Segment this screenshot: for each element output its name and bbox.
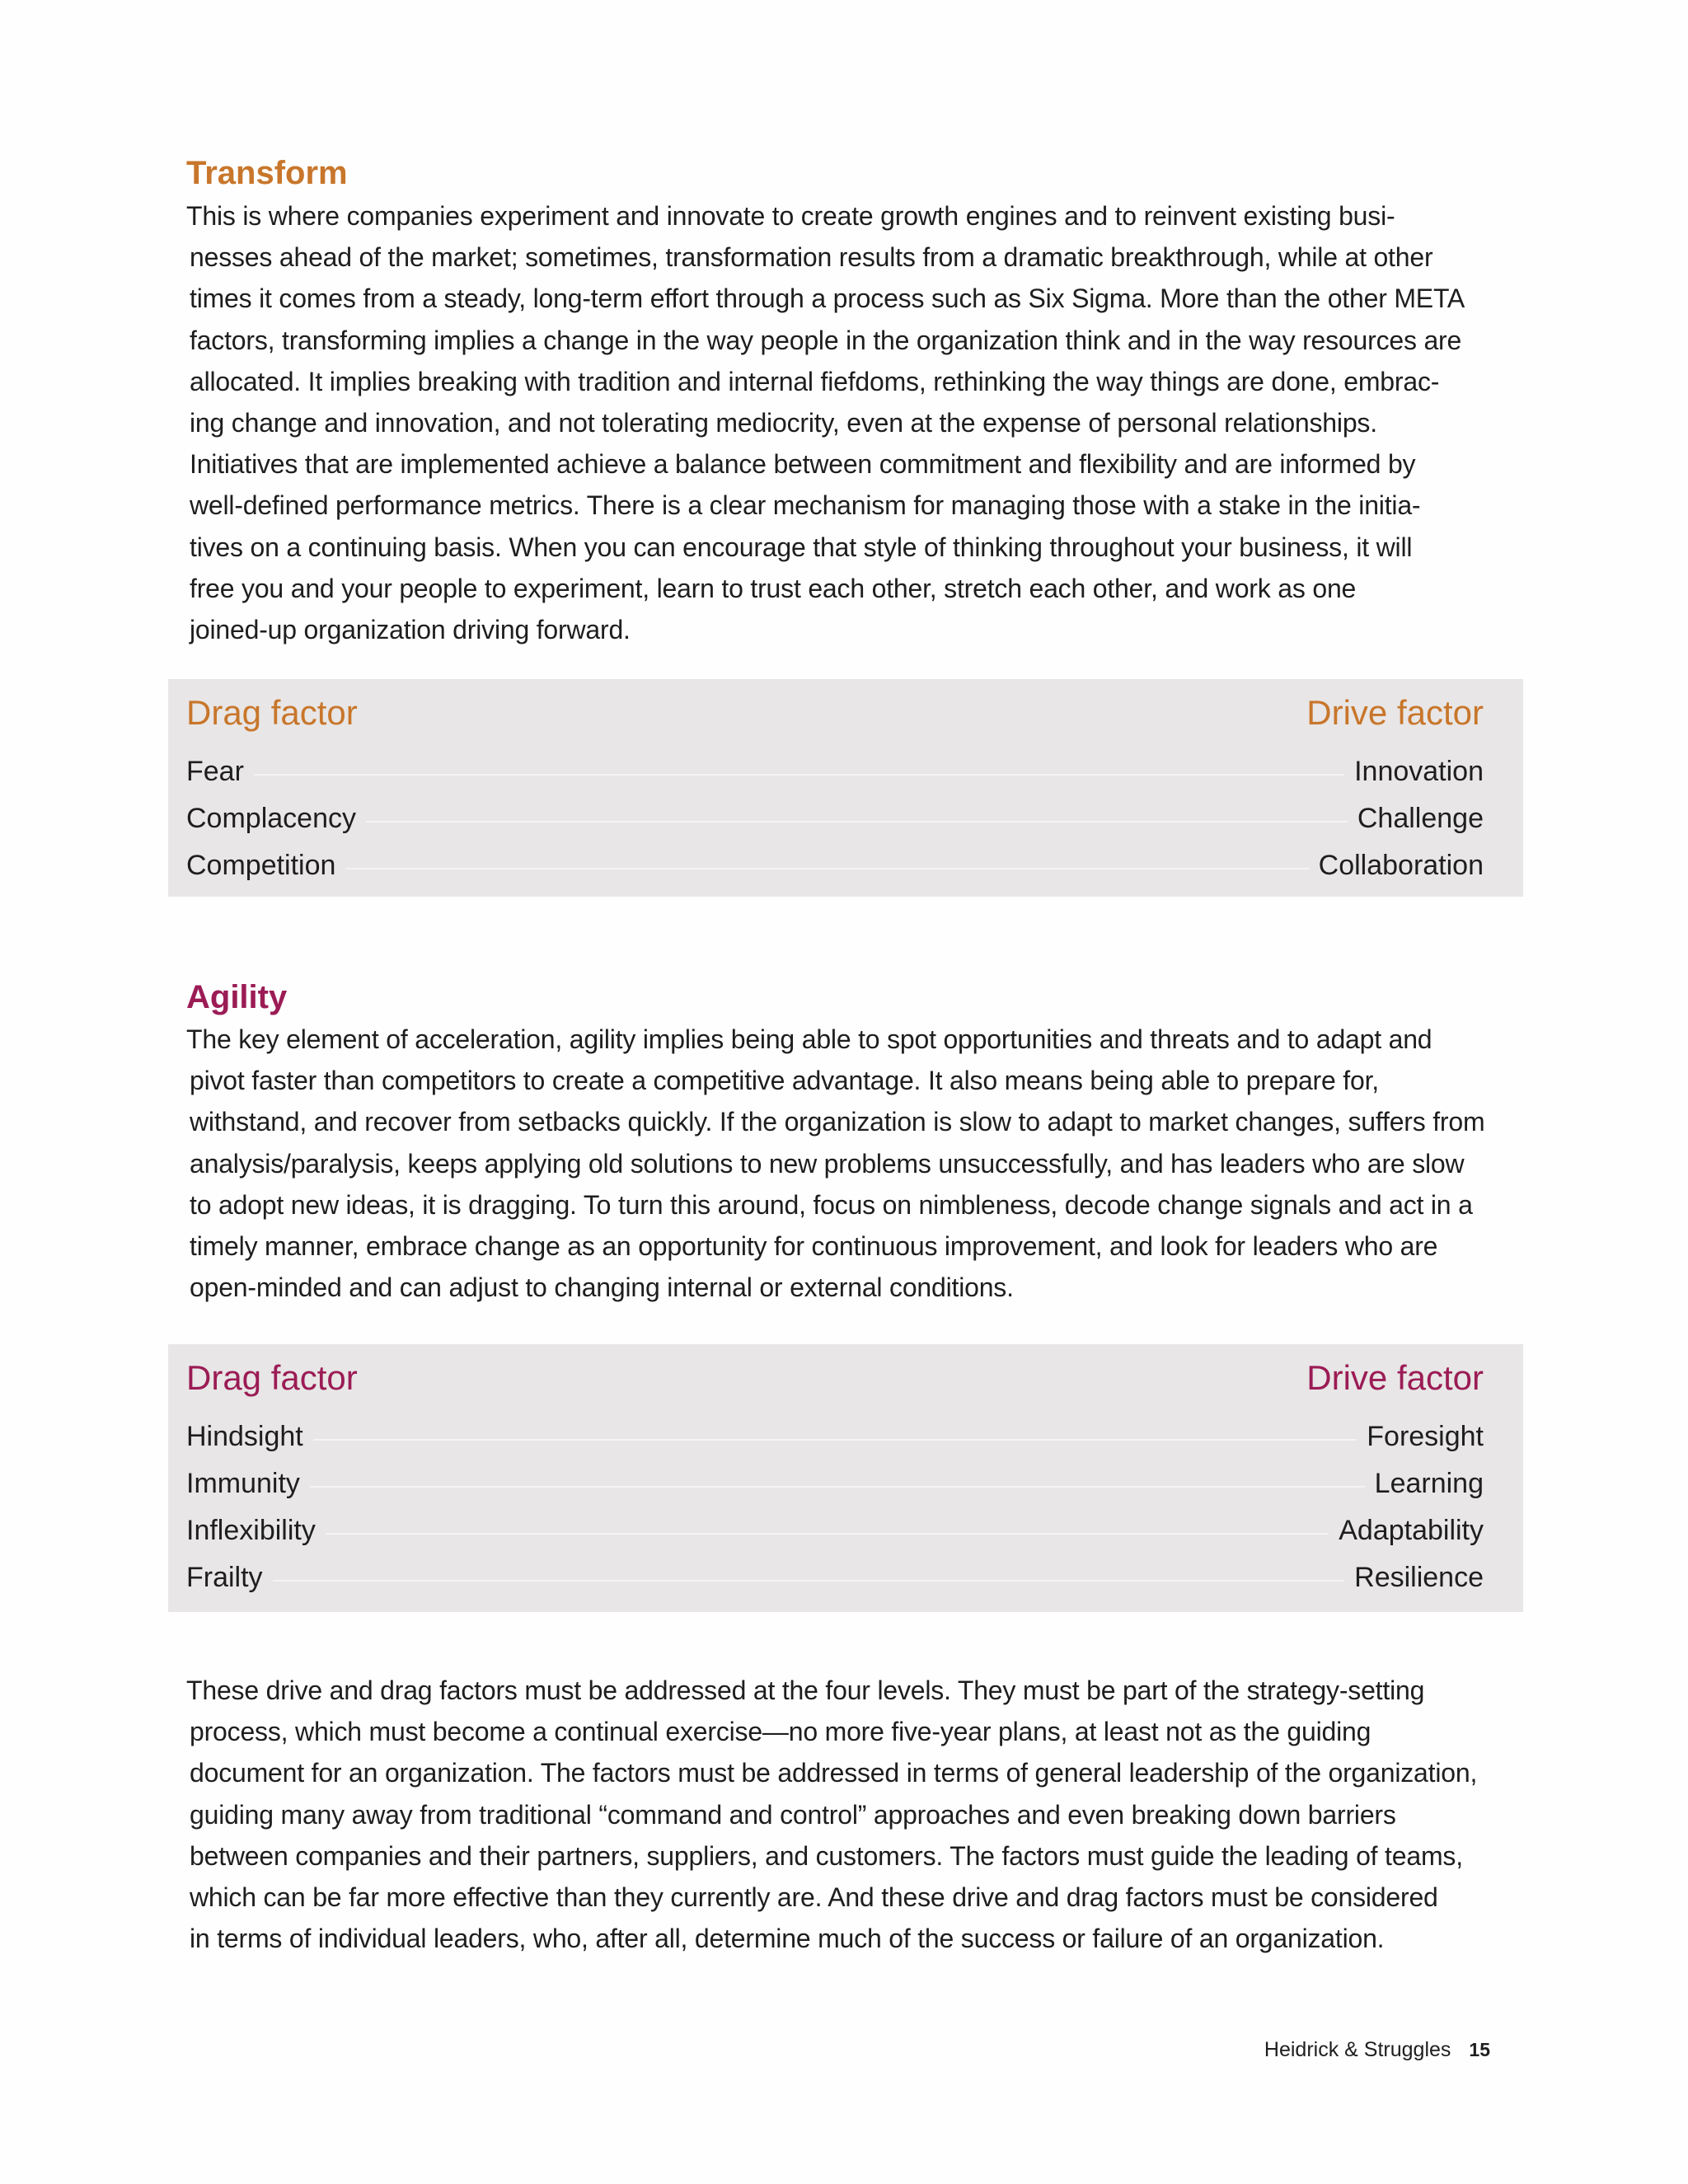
drive-factor: Resilience bbox=[1354, 1562, 1484, 1593]
paragraph-line: nesses ahead of the market; sometimes, transformation results from a dramatic breakthrough, while at other bbox=[190, 242, 1433, 273]
paragraph-line: between companies and their partners, suppliers, and customers. The factors must guide the leading of teams, bbox=[190, 1840, 1463, 1871]
paragraph-line: guiding many away from traditional “command and control” approaches and even breaking down barriers bbox=[190, 1799, 1396, 1830]
drag-factor: Inflexibility bbox=[186, 1515, 316, 1546]
closing-paragraph bbox=[186, 1670, 1497, 1959]
paragraph-line: The key element of acceleration, agility implies being able to spot opportunities and threats and to adapt and bbox=[186, 1024, 1432, 1054]
paragraph-line: These drive and drag factors must be addressed at the four levels. They must be part of the strategy-setting bbox=[186, 1675, 1425, 1705]
drive-factor: Innovation bbox=[1354, 756, 1484, 787]
factor-rows bbox=[186, 748, 1484, 889]
drive-factor: Foresight bbox=[1367, 1421, 1484, 1452]
agility-paragraph bbox=[186, 1019, 1497, 1308]
paragraph-line: timely manner, embrace change as an opportunity for continuous improvement, and look for leaders who are bbox=[190, 1231, 1438, 1262]
drag-factor: Frailty bbox=[186, 1562, 263, 1593]
factor-row bbox=[186, 1460, 1484, 1507]
paragraph-line: document for an organization. The factors must be addressed in terms of general leadership of the organization, bbox=[190, 1758, 1478, 1788]
agility-heading: Agility bbox=[186, 979, 288, 1015]
paragraph-line: open-minded and can adjust to changing internal or external conditions. bbox=[190, 1272, 1014, 1303]
paragraph-line: factors, transforming implies a change in the way people in the organization think and in the way resources are bbox=[190, 325, 1462, 355]
paragraph-line: in terms of individual leaders, who, after all, determine much of the success or failure of an organization. bbox=[190, 1924, 1385, 1954]
paragraph-line: withstand, and recover from setbacks quickly. If the organization is slow to adapt to market changes, suffers from bbox=[190, 1107, 1485, 1137]
transform-paragraph bbox=[186, 195, 1497, 650]
factor-table-header bbox=[186, 693, 1484, 732]
factor-rows bbox=[186, 1413, 1484, 1601]
publisher-name: Heidrick & Struggles bbox=[1264, 2038, 1451, 2061]
drag-factor: Complacency bbox=[186, 803, 356, 834]
page-footer bbox=[1264, 2038, 1490, 2062]
paragraph-line: Initiatives that are implemented achieve a balance between commitment and flexibility and are informed by bbox=[190, 449, 1416, 480]
paragraph-line: free you and your people to experiment, learn to trust each other, stretch each other, and work as one bbox=[190, 573, 1357, 603]
paragraph-line: This is where companies experiment and innovate to create growth engines and to reinvent existing busi- bbox=[186, 201, 1395, 231]
transform-heading: Transform bbox=[186, 155, 348, 191]
drag-factor: Fear bbox=[186, 756, 244, 787]
drive-factor-label: Drive factor bbox=[1306, 1358, 1484, 1397]
paragraph-line: analysis/paralysis, keeps applying old solutions to new problems unsuccessfully, and has leaders who are slow bbox=[190, 1148, 1465, 1179]
factor-row bbox=[186, 748, 1484, 795]
connector-line bbox=[273, 1580, 1345, 1582]
drive-factor: Adaptability bbox=[1339, 1515, 1484, 1546]
paragraph-line: to adopt new ideas, it is dragging. To turn this around, focus on nimbleness, decode change signals and act in a bbox=[190, 1189, 1473, 1220]
paragraph-line: pivot faster than competitors to create a competitive advantage. It also means being able to prepare for, bbox=[190, 1066, 1379, 1096]
paragraph-line: which can be far more effective than they currently are. And these drive and drag factors must be considered bbox=[190, 1882, 1438, 1913]
drag-factor: Immunity bbox=[186, 1468, 300, 1499]
drive-factor: Challenge bbox=[1357, 803, 1484, 834]
drag-factor: Competition bbox=[186, 850, 336, 881]
connector-line bbox=[313, 1439, 1357, 1441]
paragraph-line: joined-up organization driving forward. bbox=[190, 615, 631, 645]
paragraph-line: ing change and innovation, and not tolerating mediocrity, even at the expense of personal relationships. bbox=[190, 408, 1377, 438]
drive-factor-label: Drive factor bbox=[1306, 693, 1484, 732]
connector-line bbox=[326, 1533, 1329, 1535]
paragraph-line: tives on a continuing basis. When you can encourage that style of thinking throughout your business, it will bbox=[190, 532, 1413, 562]
connector-line bbox=[366, 821, 1348, 823]
drag-factor-label: Drag factor bbox=[186, 1358, 358, 1397]
page-number: 15 bbox=[1469, 2039, 1490, 2060]
drive-factor: Learning bbox=[1374, 1468, 1484, 1499]
paragraph-line: well-defined performance metrics. There is a clear mechanism for managing those with a stake in the initia- bbox=[190, 490, 1421, 521]
drive-factor: Collaboration bbox=[1318, 850, 1484, 881]
paragraph-line: process, which must become a continual exercise—no more five-year plans, at least not as the guiding bbox=[190, 1717, 1372, 1747]
factor-table-header bbox=[186, 1358, 1484, 1397]
paragraph-line: times it comes from a steady, long-term effort through a process such as Six Sigma. More than the other META bbox=[190, 284, 1465, 314]
connector-line bbox=[310, 1486, 1365, 1488]
factor-row bbox=[186, 795, 1484, 842]
drag-factor: Hindsight bbox=[186, 1421, 303, 1452]
connector-line bbox=[345, 868, 1308, 869]
factor-row bbox=[186, 1507, 1484, 1554]
factor-row bbox=[186, 842, 1484, 889]
agility-factor-table bbox=[168, 1344, 1523, 1612]
drag-factor-label: Drag factor bbox=[186, 693, 358, 732]
factor-row bbox=[186, 1554, 1484, 1601]
transform-factor-table bbox=[168, 679, 1523, 897]
connector-line bbox=[254, 774, 1344, 776]
paragraph-line: allocated. It implies breaking with tradition and internal fiefdoms, rethinking the way things are done, embrac- bbox=[190, 366, 1440, 396]
factor-row bbox=[186, 1413, 1484, 1460]
